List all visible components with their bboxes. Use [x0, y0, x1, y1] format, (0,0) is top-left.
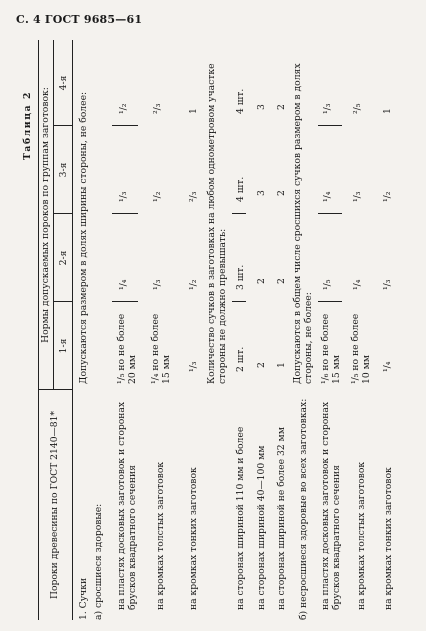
row-width-32: на сторонах шириной не более 32 мм — [276, 427, 287, 610]
val-plast-3: ¹/₃ — [118, 191, 129, 202]
column-head-defects: Пороки древесины по ГОСТ 2140—81* — [49, 410, 60, 600]
val-40-4: 3 — [256, 104, 267, 110]
row-knots: 1. Сучки — [78, 577, 89, 620]
val-thin-2: ¹/₂ — [188, 279, 199, 290]
val-b-plast-2: ¹/₅ — [322, 279, 333, 290]
group-head-4: 4-я — [58, 75, 69, 91]
row-thick-edges: на кромках толстых заготовок — [155, 461, 166, 610]
val-110-3: 4 шт. — [235, 176, 246, 202]
val-b-plast-1: ¹/₆ но не более 15 мм — [320, 313, 343, 384]
val-b-plast-3: ¹/₄ — [322, 191, 333, 202]
cell-rule — [112, 125, 138, 126]
top-rule — [38, 40, 39, 620]
row2-plast: на пластях досковых заготовок и сторонах брусков квадратного сечения — [320, 401, 343, 610]
val-40-2: 2 — [256, 278, 267, 284]
page-header: С. 4 ГОСТ 9685—61 — [16, 13, 143, 26]
val-thick-3: ¹/₂ — [152, 191, 163, 202]
cell-rule — [318, 213, 342, 214]
val-thin-1: ¹/₃ — [188, 361, 199, 372]
val-thick-2: ¹/₃ — [152, 279, 163, 290]
cell-rule — [318, 301, 342, 302]
val-plast-2: ¹/₄ — [118, 279, 129, 290]
val-32-4: 2 — [276, 104, 287, 110]
val-plast-4: ¹/₂ — [118, 103, 129, 114]
val-b-thin-4: 1 — [382, 108, 393, 114]
val-110-2: 3 шт. — [235, 264, 246, 290]
val-40-1: 2 — [256, 362, 267, 368]
column-head-norms: Нормы допускаемых пороков по группам заготовок: — [40, 87, 51, 343]
val-thin-4: 1 — [188, 108, 199, 114]
val-b-thin-3: ¹/₂ — [382, 191, 393, 202]
section-b1-note: Допускаются в общем числе сросшихся сучков размером в долях стороны, не более: — [292, 63, 315, 384]
header-bottom-rule — [72, 40, 73, 620]
rotated-table — [20, 40, 400, 620]
row2-thin-edges: на кромках тонких заготовок — [383, 467, 394, 610]
row-width-40: на сторонах шириной 40—100 мм — [256, 445, 267, 610]
row-plast: на пластях досковых заготовок и сторонах брусков квадратного сечения — [116, 401, 139, 610]
table-label: Таблица 2 — [22, 91, 33, 160]
row-thin-edges: на кромках тонких заготовок — [188, 467, 199, 610]
val-thick-4: ²/₃ — [152, 103, 163, 114]
row-fused-sound: а) сросшиеся здоровые: — [93, 503, 104, 620]
val-thin-3: ²/₃ — [188, 191, 199, 202]
group-head-1: 1-я — [58, 338, 69, 354]
cell-rule — [232, 213, 246, 214]
section-a1-note: Допускаются размером в долях ширины стороны, не более: — [78, 91, 89, 384]
val-110-4: 4 шт. — [235, 88, 246, 114]
row-unfused: б) несросшиеся здоровые во всех заготовках: — [298, 398, 309, 620]
val-32-1: 1 — [276, 362, 287, 368]
group-head-2: 2-я — [58, 250, 69, 266]
val-b-thick-2: ¹/₄ — [352, 279, 363, 290]
val-32-3: 2 — [276, 190, 287, 196]
val-thick-1: ¹/₄ но не более 15 мм — [150, 313, 173, 384]
group-head-3: 3-я — [58, 162, 69, 178]
val-plast-1: ¹/₅ но не более 20 мм — [116, 313, 139, 384]
row-width-110: на сторонах шириной 110 мм и более — [235, 426, 246, 610]
val-110-1: 2 шт. — [235, 346, 246, 372]
val-b-thin-1: ¹/₄ — [382, 361, 393, 372]
val-b-plast-4: ¹/₃ — [322, 103, 333, 114]
cell-rule — [112, 213, 138, 214]
val-40-3: 3 — [256, 190, 267, 196]
val-b-thick-1: ¹/₅ но не более 10 мм — [350, 313, 373, 384]
cell-rule — [318, 125, 342, 126]
val-b-thick-3: ¹/₃ — [352, 191, 363, 202]
val-b-thick-4: ²/₅ — [352, 103, 363, 114]
val-32-2: 2 — [276, 278, 287, 284]
norms-rule — [53, 40, 54, 390]
cell-rule — [112, 301, 138, 302]
row2-thick-edges: на кромках толстых заготовок — [356, 461, 367, 610]
val-b-thin-2: ¹/₃ — [382, 279, 393, 290]
cell-rule — [232, 301, 246, 302]
section-a2-note: Количество сучков в заготовках на любом однометровом участке стороны не должно превышать: — [206, 63, 229, 384]
